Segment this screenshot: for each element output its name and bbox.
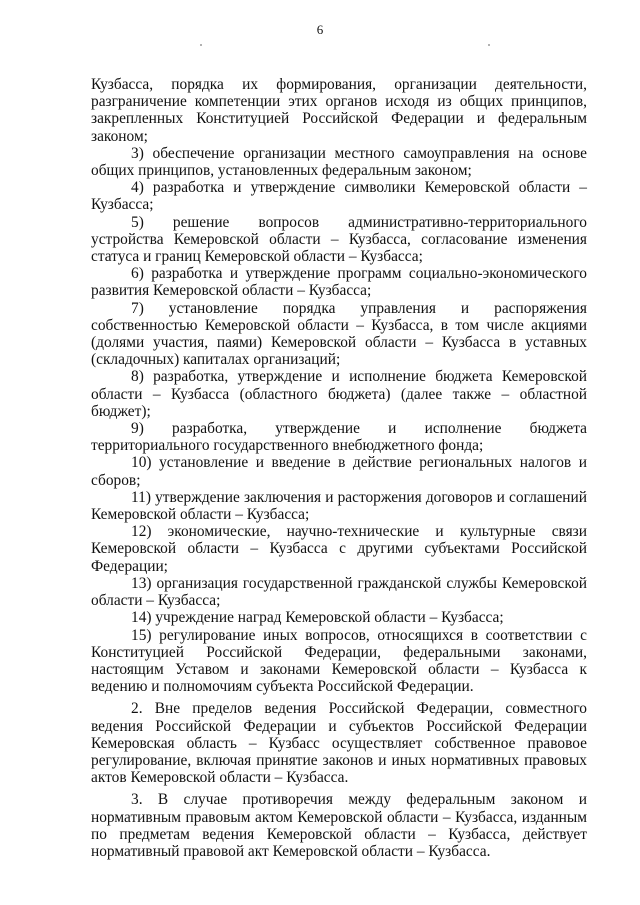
list-item-9: 9) разработка, утверждение и исполнение бюджета территориального государственного внебюджетного фонда; xyxy=(91,420,587,455)
list-item-3: 3) обеспечение организации местного самоуправления на основе общих принципов, установленных федеральным законом; xyxy=(91,144,587,180)
list-item-12: 12) экономические, научно-технические и культурные связи Кемеровской области – Кузбасса с другими субъектами Российской Федерации; xyxy=(91,523,587,575)
list-item-14: 14) учреждение наград Кемеровской области – Кузбасса; xyxy=(131,609,504,627)
page-number: 6 xyxy=(316,22,324,37)
clause-3: 3. В случае противоречия между федеральным законом и нормативным правовым актом Кемеровской области – Кузбасса, изданным по предметам ведения Кемеровской области – Кузбасса, действует нормативный правовой акт Кемеровской области – Кузбасса. xyxy=(91,791,587,860)
list-item-4: 4) разработка и утверждение символики Кемеровской области – Кузбасса; xyxy=(91,179,587,214)
list-item-15: 15) регулирование иных вопросов, относящихся в соответствии с Конституцией Российской Федерации, федеральными законами, настоящим Уставом и законами Кемеровской области – Кузбасса к ведению и полномочиям субъекта Российской Федерации. xyxy=(91,626,587,696)
paragraph-continuation: Кузбасса, порядка их формирования, организации деятельности, разграничение компетенции этих органов исходя из общих принципов, закрепленных Конституцией Российской Федерации и федеральным законом; xyxy=(91,76,587,145)
list-item-13: 13) организация государственной гражданской службы Кемеровской области – Кузбасса; xyxy=(91,574,587,610)
list-item-5: 5) решение вопросов административно-территориального устройства Кемеровской области – Кузбасса, согласование изменения статуса и границ Кемеровской области – Кузбасса; xyxy=(91,213,587,266)
list-item-7: 7) установление порядка управления и распоряжения собственностью Кемеровской области – Кузбасса, в том числе акциями (долями участия, паями) Кемеровской области – Кузбасса в уставных (складочных) капиталах организаций; xyxy=(91,299,587,369)
clause-2: 2. Вне пределов ведения Российской Федерации, совместного ведения Российской Федерации и субъектов Российской Федерации Кемеровская область – Кузбасс осуществляет собственное правовое регулирование, включая принятие законов и иных нормативных правовых актов Кемеровской области – Кузбасса. xyxy=(91,700,587,787)
scan-speck xyxy=(488,44,490,46)
list-item-6: 6) разработка и утверждение программ социально-экономического развития Кемеровской области – Кузбасса; xyxy=(91,265,587,300)
list-item-10: 10) установление и введение в действие региональных налогов и сборов; xyxy=(91,454,587,489)
scan-speck xyxy=(200,44,202,46)
document-body xyxy=(91,76,587,860)
list-item-8: 8) разработка, утверждение и исполнение бюджета Кемеровской области – Кузбасса (областного бюджета) (далее также – областной бюджет); xyxy=(91,368,587,420)
list-item-11: 11) утверждение заключения и расторжения договоров и соглашений Кемеровской области – Кузбасса; xyxy=(91,488,587,524)
